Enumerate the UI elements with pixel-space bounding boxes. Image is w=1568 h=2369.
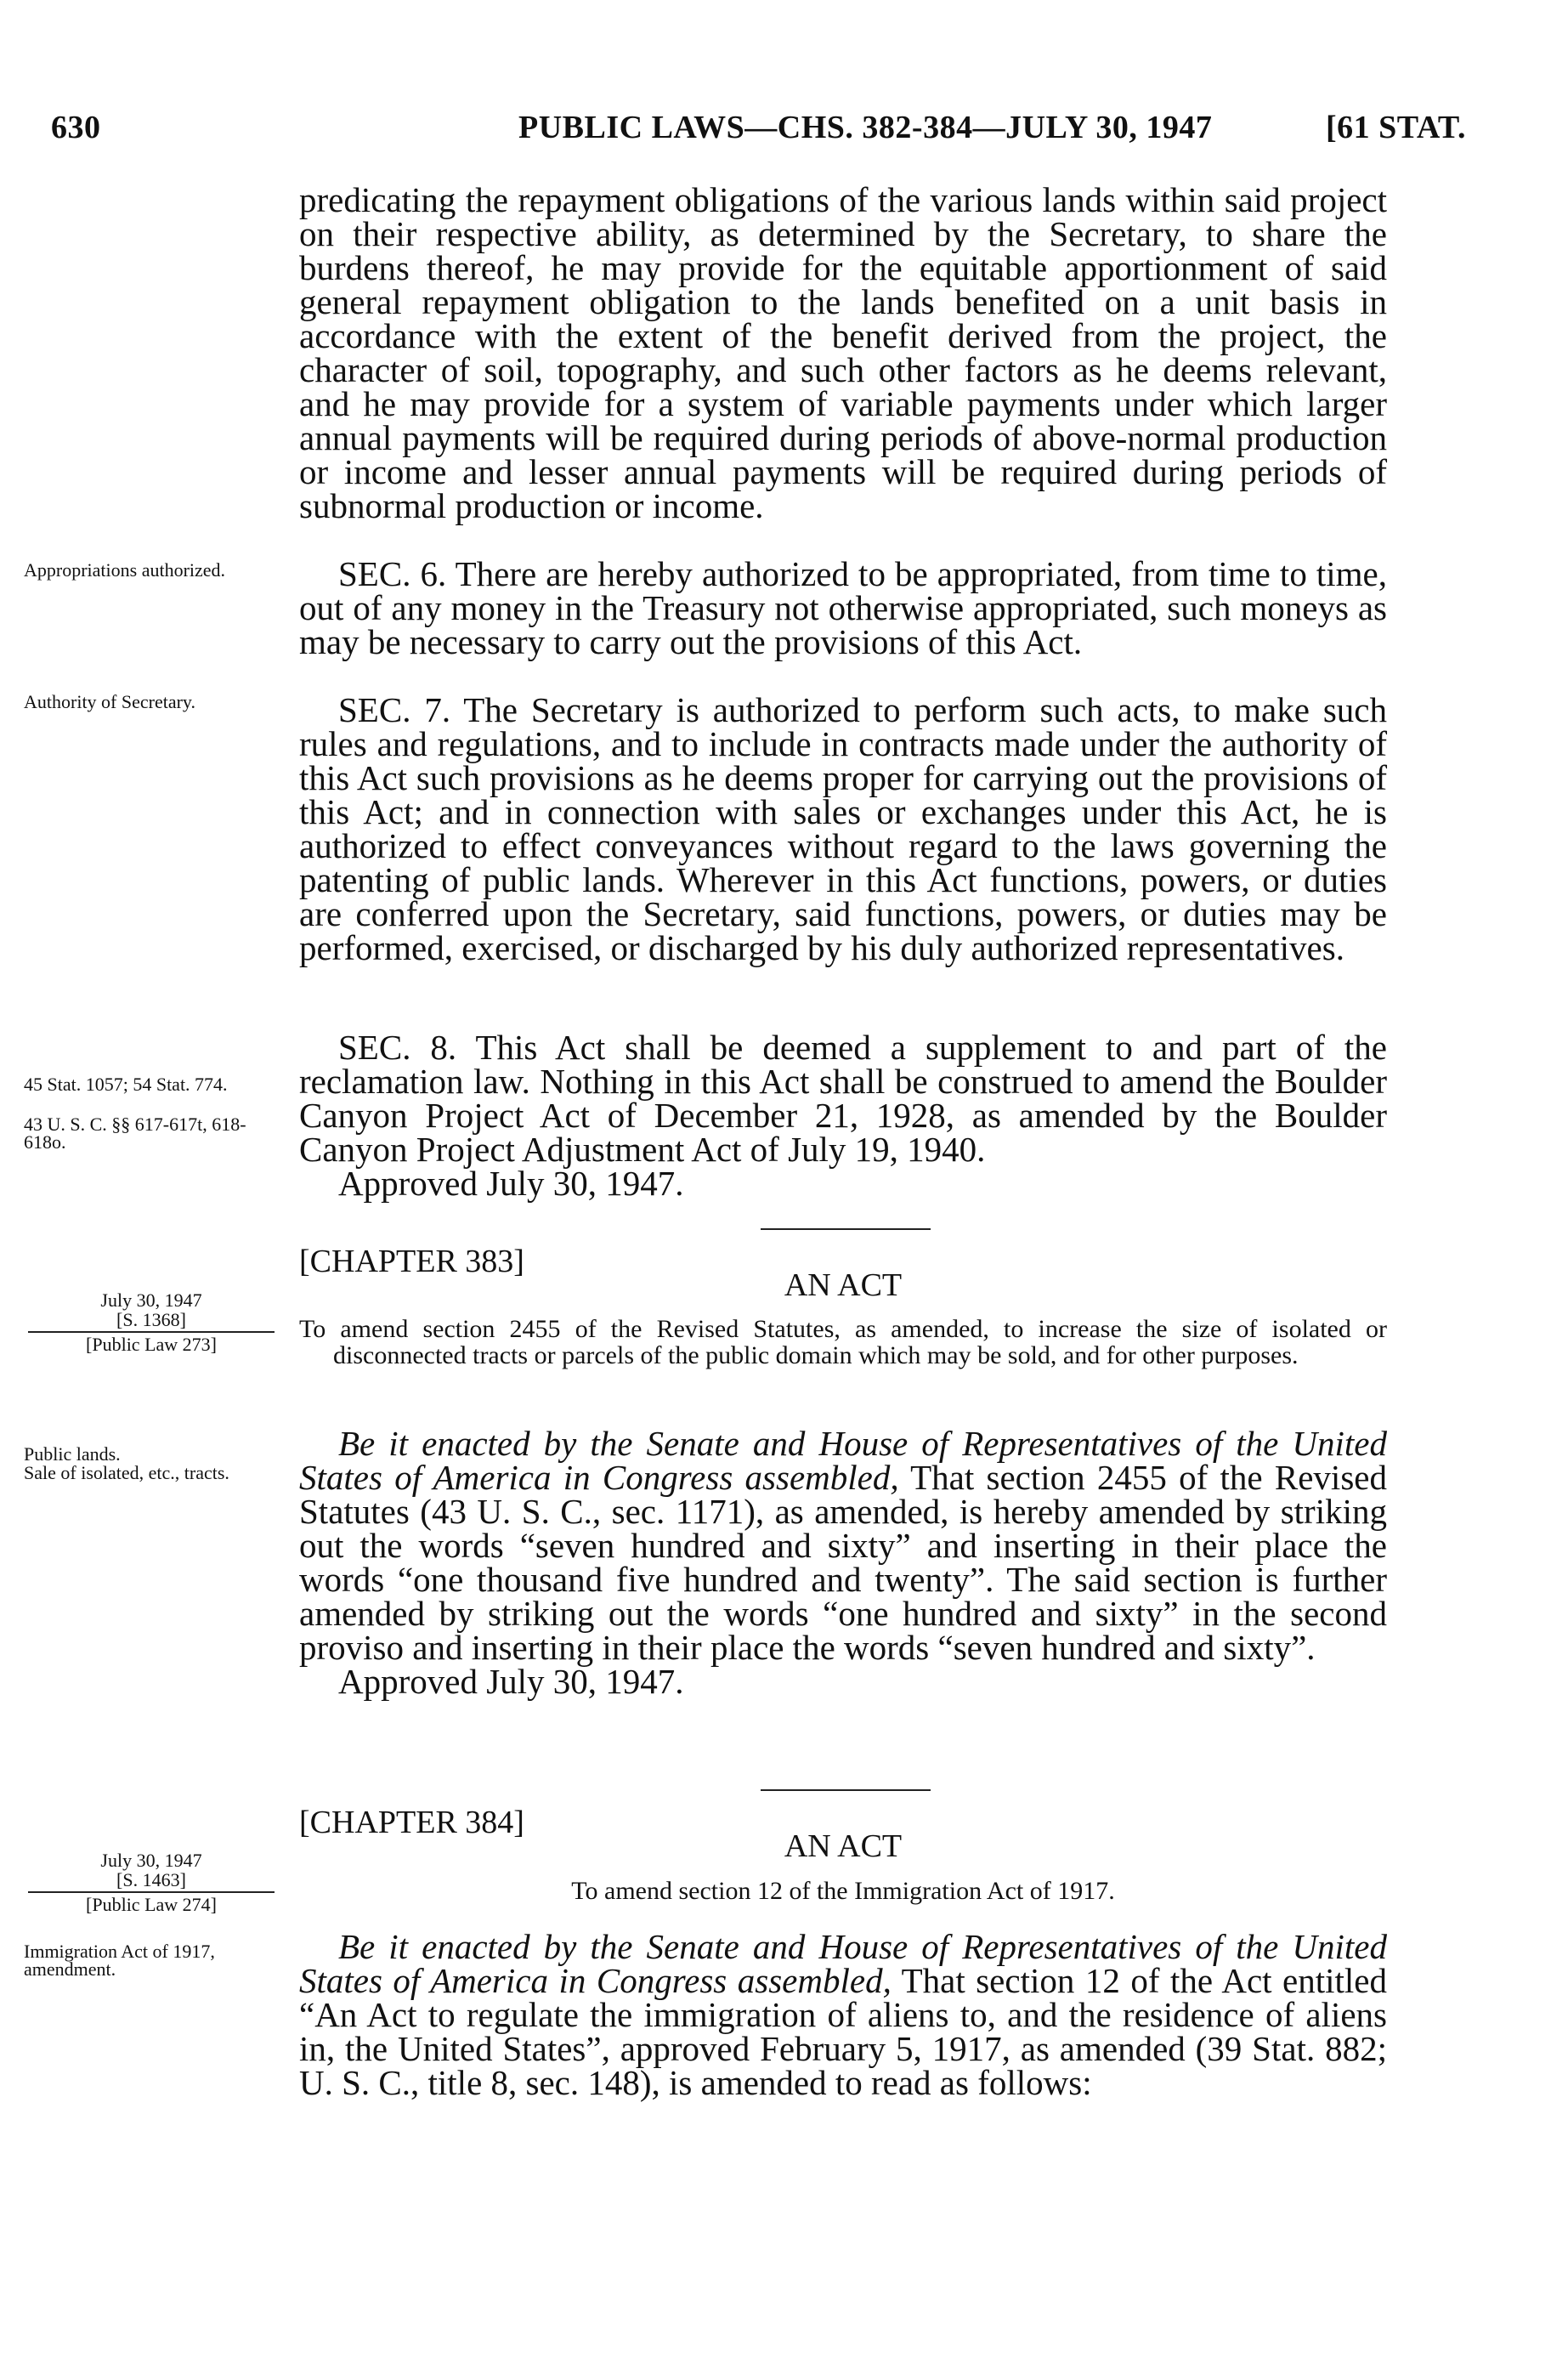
margin-note-usc: 43 U. S. C. §§ 617-617t, 618-618o. (24, 1114, 246, 1153)
margin-note-appropriations: Appropriations authorized. (24, 559, 226, 581)
chapter-383-sidenote-rule (28, 1331, 275, 1333)
section-8-label: SEC. 8. (338, 1028, 457, 1067)
chapter-384-sidenote-rule (28, 1891, 275, 1893)
chapter-383-approved: Approved July 30, 1947. (338, 1662, 684, 1701)
chapter-384-date: July 30, 1947 (100, 1850, 202, 1871)
chapter-384-public-law: [Public Law 274] (86, 1894, 217, 1915)
chapter-383-heading: [CHAPTER 383] (299, 1244, 524, 1279)
chapter-384-sidenote (24, 1850, 279, 1914)
section-8 (299, 1028, 1387, 1203)
margin-note-public-lands: Public lands. (24, 1443, 121, 1465)
chapter-383-public-law: [Public Law 273] (86, 1334, 217, 1355)
section-6 (299, 554, 1388, 661)
chapter-383-date: July 30, 1947 (100, 1289, 202, 1311)
margin-note-immigration: Immigration Act of 1917, amendment. (24, 1941, 215, 1980)
chapter-384-purpose: To amend section 12 of the Immigration Act of 1917. (571, 1877, 1115, 1905)
section-6-text: There are hereby authorized to be appropriated, from time to time, out of any money in the Treasury not otherwise appropriated, such moneys as may be necessary to carry out the provisions of this Act. (299, 554, 1388, 661)
chapter-383-body (299, 1424, 1387, 1701)
continuation-paragraph (299, 180, 1387, 525)
section-8-text: This Act shall be deemed a supplement to and part of the reclamation law. Nothing in this Act shall be construed to amend the Boulder Canyon Project Act of December 21, 1928, as amended by the Boulder Canyon Project Adjustment Act of July 19, 1940. (299, 1028, 1387, 1169)
volume-reference: [61 STAT. (1326, 110, 1466, 145)
chapter-383-rule (761, 1228, 931, 1230)
chapter-383-enacting-clause: Be it enacted by the Senate and House of Representatives of the United States of America in Congress assembled, (299, 1424, 1387, 1497)
margin-note-authority: Authority of Secretary. (24, 691, 196, 712)
chapter-383-purpose: To amend section 2455 of the Revised Statutes, as amended, to increase the size of isolated or disconnected tracts or parcels of the public domain which may be sold, and for other purposes. (299, 1315, 1387, 1369)
section-6-label: SEC. 6. (338, 554, 447, 593)
chapter-383-text: That section 2455 of the Revised Statutes (43 U. S. C., sec. 1171), as amended, is hereby amended by striking out the words “seven hundred and sixty” and inserting in their place the words “one thousand five hundred and twenty”. The said section is further amended by striking out the words “one hundred and sixty” in the second proviso and inserting in their place the words “seven hundred and sixty”. (299, 1458, 1387, 1667)
chapter-384-act-title: AN ACT (784, 1828, 903, 1864)
margin-note-statutes: 45 Stat. 1057; 54 Stat. 774. (24, 1074, 228, 1095)
chapter-383-sidenote (24, 1290, 279, 1354)
section-7 (299, 690, 1387, 967)
running-title: PUBLIC LAWS—CHS. 382-384—JULY 30, 1947 (518, 110, 1213, 145)
chapter-383-bill: [S. 1368] (116, 1309, 186, 1330)
continuation-text: predicating the repayment obligations of the various lands within said project on their respective ability, as determined by the Secretary, to share the burdens thereof, he may provide for the equitable apportionment of said general repayment obligation to the lands benefited on a unit basis in accordance with the extent of the benefit derived from the project, the character of soil, topography, and such other factors as he deems relevant, and he may provide for a system of variable payments under which larger annual payments will be required during periods of above-normal production or income and lesser annual payments will be required during periods of subnormal production or income. (299, 180, 1387, 525)
page-number: 630 (51, 110, 101, 145)
section-7-text: The Secretary is authorized to perform such acts, to make such rules and regulations, and to include in contracts made under the authority of this Act such provisions as he deems proper for carrying out the provisions of this Act; and in connection with sales or exchanges under this Act, he is authorized to effect conveyances without regard to the laws governing the patenting of public lands. Wherever in this Act functions, powers, or duties are conferred upon the Secretary, said functions, powers, or duties may be performed, exercised, or discharged by his duly authorized representatives. (299, 690, 1387, 967)
section-7-label: SEC. 7. (338, 690, 451, 729)
margin-note-sale-tracts: Sale of isolated, etc., tracts. (24, 1462, 229, 1483)
chapter-384-text: That section 12 of the Act entitled “An Act to regulate the immigration of aliens to, and the residence of aliens in, the United States”, approved February 5, 1917, as amended (39 Stat. 882; U. S. C., title 8, sec. 148), is amended to read as follows: (299, 1961, 1387, 2102)
chapter-384-rule (761, 1789, 931, 1791)
chapter-384-heading: [CHAPTER 384] (299, 1805, 524, 1840)
chapter-384-body (299, 1927, 1387, 2102)
chapter-384-bill: [S. 1463] (116, 1869, 186, 1890)
section-8-approved: Approved July 30, 1947. (338, 1164, 684, 1203)
chapter-384-enacting-clause: Be it enacted by the Senate and House of Representatives of the United States of America in Congress assembled, (299, 1927, 1387, 2000)
chapter-383-act-title: AN ACT (784, 1267, 903, 1303)
